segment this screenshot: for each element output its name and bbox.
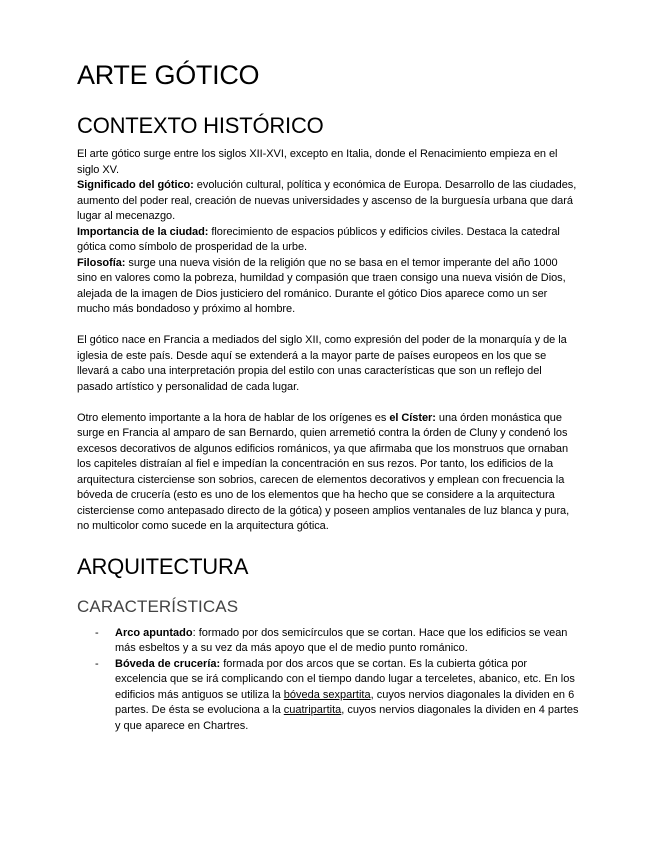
heading-arquitectura: ARQUITECTURA — [77, 553, 249, 579]
text-boveda-1: formada por dos arcos que se cortan. Es la cubierta gótica por excelencia que se irá complicando con el tiempo dando lugar a terceletes, abanico, etc. En los edificios más antiguos se utiliza la — [115, 657, 575, 701]
paragraph-intro: El arte gótico surge entre los siglos XII-XVI, excepto en Italia, donde el Renacimiento empieza en el siglo XV. — [77, 148, 558, 176]
text-significado: evolución cultural, política y económica de Europa. Desarrollo de las ciudades, aumento del poder real, creación de nuevas universidades y ascenso de la burguesía urbana que dará lugar al mecenazgo. — [77, 179, 577, 222]
label-arco-apuntado: Arco apuntado — [115, 626, 193, 639]
bullet-dash: - — [95, 657, 99, 670]
text-cister-after: una órden monástica que surge en Francia al amparo de san Bernardo, quien arremetió contra la órden de Cluny y condenó los excesos decorativos de algunos edificios románicos, ya que afirmaba que los monstruos que ornaban los capiteles distraían al fiel e impedían la concentración en sus rezos. Por tanto, los edificios de la arquitectura cisterciense son sobrios, carecen de elementos decorativos y emplean con frecuencia la bóveda de crucería (esto es uno de los elementos que ha hecho que se considere a la arquitectura cisterciense como antepasado directo de la gótica) y poseen amplios ventanales de luz blanca y pura, no multicolor como sucede en la arquitectura gótica. — [77, 411, 570, 532]
list-item-arco-apuntado — [95, 626, 579, 657]
text-filosofia: surge una nueva visión de la religión que no se basa en el temor imperante del año 1000 sino en valores como la pobreza, humildad y compasión que traen consigo una nueva visión de Dios, alejada de la imagen de Dios justiciero del románico. Durante el gótico Dios aparece como un ser mucho más bondadoso y próximo al hombre. — [77, 256, 566, 315]
list-item-boveda-cruceria — [95, 657, 579, 735]
paragraph-importancia — [77, 225, 579, 256]
heading-caracteristicas: CARACTERÍSTICAS — [77, 596, 239, 616]
label-cister: el Císter: — [389, 411, 436, 424]
paragraph-cister — [77, 411, 579, 535]
label-filosofia: Filosofía: — [77, 256, 126, 269]
paragraph-francia: El gótico nace en Francia a mediados del siglo XII, como expresión del poder de la monarquía y de la iglesia de este país. Desde aquí se extenderá a la mayor parte de países europeos en los que se llevará a cabo una interpretación propia del estilo con unas características que son un reflejo del pasado artístico y personalidad de cada lugar. — [77, 334, 567, 393]
characteristics-list — [77, 626, 579, 735]
bullet-dash: - — [95, 626, 99, 639]
text-importancia: florecimiento de espacios públicos y edificios civiles. Destaca la catedral gótica como símbolo de prosperidad de la urbe. — [77, 225, 560, 253]
document-body — [77, 58, 579, 734]
text-arco-apuntado: : formado por dos semicírculos que se cortan. Hace que los edificios se vean más esbeltos y a su vez da más apoyo que el de medio punto románico. — [115, 626, 568, 654]
label-significado: Significado del gótico: — [77, 179, 194, 191]
link-cuatripartita[interactable]: cuatripartita — [283, 704, 342, 716]
text-boveda-3: , cuyos nervios diagonales la dividen en 4 partes y que aparece en Chartres. — [115, 704, 579, 732]
text-cister-before: Otro elemento importante a la hora de hablar de los orígenes es — [77, 411, 390, 424]
heading-contexto-historico: CONTEXTO HISTÓRICO — [77, 113, 324, 138]
document-title: ARTE GÓTICO — [77, 60, 260, 90]
label-boveda-cruceria: Bóveda de crucería: — [115, 657, 221, 670]
link-boveda-sexpartita[interactable]: bóveda sexpartita — [283, 688, 371, 701]
text-boveda-2: , cuyos nervios diagonales la dividen en 6 partes. De ésta se evoluciona a la — [115, 688, 575, 716]
label-importancia: Importancia de la ciudad: — [77, 225, 209, 238]
paragraph-filosofia — [77, 256, 579, 318]
paragraph-significado — [77, 178, 579, 225]
